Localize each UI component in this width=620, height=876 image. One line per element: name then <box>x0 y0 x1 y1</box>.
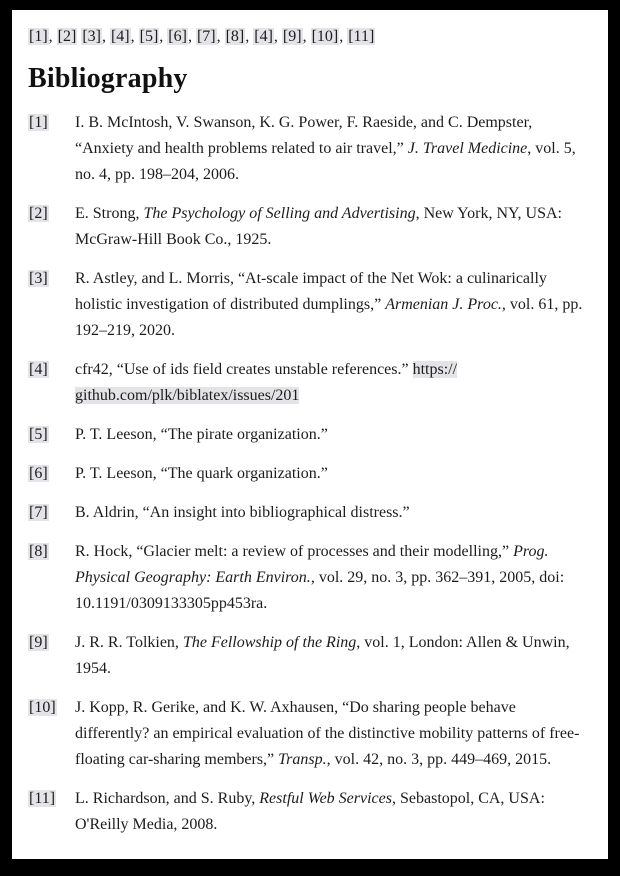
entry-label-column <box>28 357 75 383</box>
bibliography-list <box>28 110 594 838</box>
entry-label-column <box>28 110 75 136</box>
entry-text-segment: , Sebastopol, CA, USA: O'Reilly Media, 2008. <box>75 790 545 833</box>
entry-text <box>75 266 594 344</box>
entry-text <box>75 695 594 773</box>
entry-title-italic: Transp. <box>278 751 327 768</box>
entry-text-segment: , New York, NY, USA: McGraw-Hill Book Co., 1925. <box>75 205 562 248</box>
bibliography-entry <box>28 266 594 344</box>
entry-text <box>75 539 594 617</box>
entry-label-column <box>28 422 75 448</box>
entry-label-column <box>28 266 75 292</box>
citation-link[interactable]: [1] <box>29 28 48 45</box>
entry-text <box>75 630 594 682</box>
entry-label-link[interactable]: [4] <box>29 361 48 378</box>
entry-text-segment: E. Strong, <box>75 205 144 222</box>
entry-text-segment: R. Hock, “Glacier melt: a review of processes and their modelling,” <box>75 543 514 560</box>
entry-label-link[interactable]: [9] <box>29 634 48 651</box>
entry-title-italic: Prog. Physical Geography: Earth Environ. <box>75 543 549 586</box>
bibliography-entry <box>28 461 594 487</box>
entry-label-link[interactable]: [1] <box>29 114 48 131</box>
entry-text-segment: L. Richardson, and S. Ruby, <box>75 790 260 807</box>
citation-link[interactable]: [10] <box>311 28 339 45</box>
entry-url-link[interactable]: https:// <box>412 361 458 378</box>
entry-text-segment: B. Aldrin, “An insight into bibliographical distress.” <box>75 504 410 521</box>
entry-title-italic: Armenian J. Proc. <box>385 296 502 313</box>
entry-label-column <box>28 461 75 487</box>
entry-label-link[interactable]: [10] <box>29 699 56 716</box>
entry-text-segment: P. T. Leeson, “The quark organization.” <box>75 465 328 482</box>
entry-label-link[interactable]: [7] <box>29 504 48 521</box>
entry-text <box>75 110 594 188</box>
entry-title-italic: The Fellowship of the Ring <box>182 634 357 651</box>
citation-link[interactable]: [9] <box>282 28 302 45</box>
entry-label-link[interactable]: [6] <box>29 465 48 482</box>
citation-link[interactable]: [6] <box>168 28 187 45</box>
entry-title-italic: Restful Web Services <box>259 790 392 807</box>
entry-text-segment: J. Kopp, R. Gerike, and K. W. Axhausen, “Do sharing people behave differently? an empirical evaluation of the distinctive mobility patterns of free-floating car-sharing members,” <box>75 699 580 768</box>
entry-label-link[interactable]: [8] <box>29 543 48 560</box>
entry-text-segment: I. B. McIntosh, V. Swanson, K. G. Power, F. Raeside, and C. Dempster, “Anxiety and health problems related to air travel,” <box>75 114 533 157</box>
entry-text-segment: , vol. 42, no. 3, pp. 449–469, 2015. <box>326 751 552 768</box>
citation-link[interactable]: [5] <box>139 28 159 45</box>
entry-label-column <box>28 786 75 812</box>
entry-text-segment: , vol. 61, pp. 192–219, 2020. <box>75 296 583 339</box>
citation-link[interactable]: [11] <box>348 28 375 45</box>
bibliography-entry <box>28 500 594 526</box>
entry-label-column <box>28 695 75 721</box>
entry-text-segment: , vol. 29, no. 3, pp. 362–391, 2005, doi: 10.1191/0309133305pp453ra. <box>75 569 565 612</box>
bibliography-heading: Bibliography <box>28 63 188 94</box>
entry-label-column <box>28 500 75 526</box>
bibliography-entry <box>28 422 594 448</box>
entry-text-segment: , vol. 5, no. 4, pp. 198–204, 2006. <box>75 140 576 183</box>
citation-link[interactable]: [3] <box>82 28 101 45</box>
entry-label-column <box>28 630 75 656</box>
bibliography-entry <box>28 630 594 682</box>
bibliography-entry <box>28 201 594 253</box>
entry-label-link[interactable]: [2] <box>29 205 48 222</box>
entry-text <box>75 422 594 448</box>
entry-title-italic: J. Travel Medicine <box>407 140 528 157</box>
document-page <box>12 10 608 859</box>
entry-text <box>75 357 594 409</box>
entry-text-segment: , vol. 1, London: Allen & Unwin, 1954. <box>75 634 570 677</box>
entry-text-segment: J. R. R. Tolkien, <box>75 634 183 651</box>
entry-text <box>75 461 594 487</box>
bibliography-entry <box>28 539 594 617</box>
citation-link[interactable]: [7] <box>196 28 216 45</box>
citation-link[interactable]: [8] <box>225 28 245 45</box>
entry-text <box>75 786 594 838</box>
citation-line: [1], [2] [3], [4], [5], [6], [7], [8], [4], [9], [10], [11] <box>29 28 375 45</box>
entry-label-link[interactable]: [3] <box>29 270 48 287</box>
entry-text <box>75 500 594 526</box>
bibliography-entry <box>28 357 594 409</box>
entry-title-italic: The Psychology of Selling and Advertising <box>143 205 416 222</box>
citation-link[interactable]: [4] <box>110 28 130 45</box>
entry-text-segment: R. Astley, and L. Morris, “At-scale impact of the Net Wok: a culinarically holistic investigation of distributed dumplings,” <box>75 270 547 313</box>
entry-label-link[interactable]: [5] <box>29 426 48 443</box>
bibliography-entry <box>28 786 594 838</box>
bibliography-entry <box>28 110 594 188</box>
entry-text <box>75 201 594 253</box>
entry-url-link[interactable]: github.com/plk/biblatex/issues/201 <box>75 387 300 404</box>
citation-link[interactable]: [2] <box>57 28 77 45</box>
entry-text-segment: P. T. Leeson, “The pirate organization.” <box>75 426 328 443</box>
entry-label-column <box>28 201 75 227</box>
citation-link[interactable]: [4] <box>254 28 273 45</box>
entry-label-column <box>28 539 75 565</box>
entry-label-link[interactable]: [11] <box>29 790 56 807</box>
entry-text-segment: cfr42, “Use of ids field creates unstable references.” <box>75 361 413 378</box>
bibliography-entry <box>28 695 594 773</box>
